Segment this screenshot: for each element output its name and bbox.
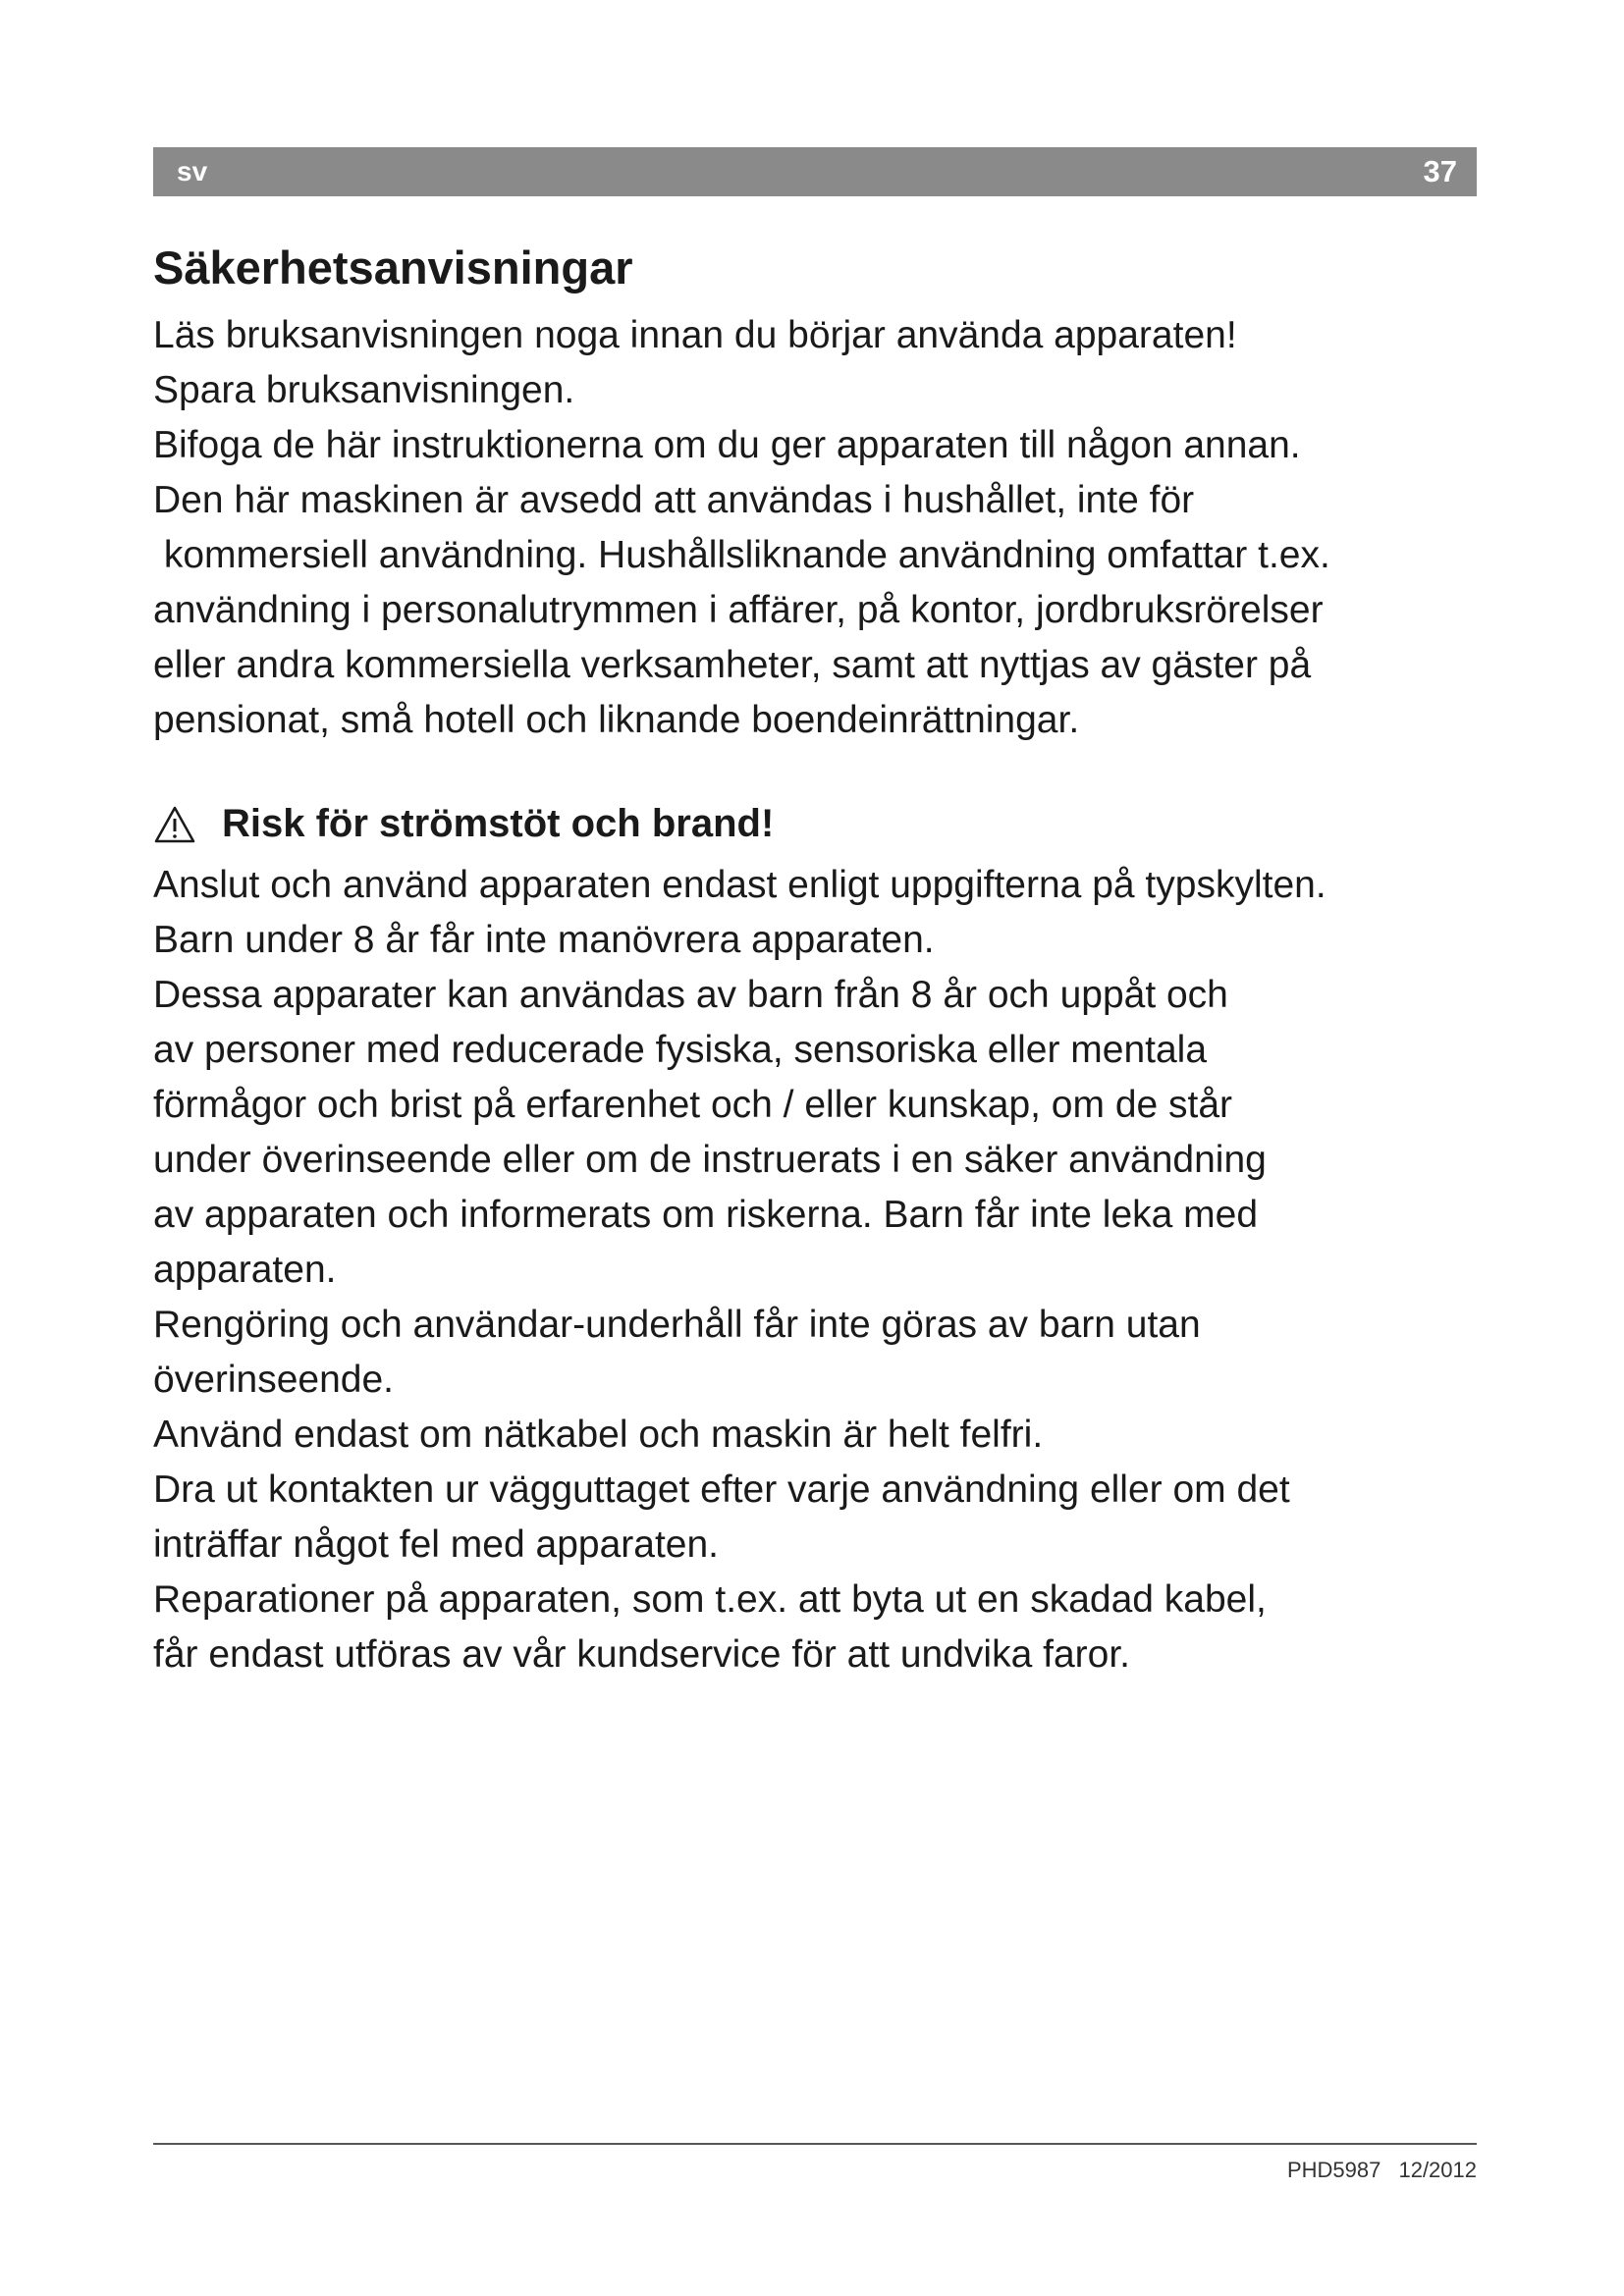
intro-line: pensionat, små hotell och liknande boendeinrättningar.	[153, 699, 1080, 741]
intro-line: Den här maskinen är avsedd att användas i hushållet, inte för	[153, 479, 1195, 521]
print-date: 12/2012	[1398, 2158, 1477, 2182]
intro-line: Läs bruksanvisningen noga innan du börjar använda apparaten!	[153, 314, 1237, 356]
footer-divider	[153, 2143, 1477, 2145]
warning-line: Reparationer på apparaten, som t.ex. att byta ut en skadad kabel,	[153, 1578, 1267, 1621]
intro-line: Spara bruksanvisningen.	[153, 369, 575, 411]
language-code: sv	[177, 156, 208, 187]
warning-line: apparaten.	[153, 1249, 337, 1291]
intro-line: användning i personalutrymmen i affärer, på kontor, jordbruksrörelser	[153, 589, 1324, 631]
warning-triangle-icon	[153, 805, 196, 844]
warning-line: Dra ut kontakten ur vägguttaget efter varje användning eller om det	[153, 1468, 1290, 1511]
warning-line: inträffar något fel med apparaten.	[153, 1523, 719, 1566]
warning-line: av apparaten och informerats om riskerna. Barn får inte leka med	[153, 1194, 1259, 1236]
intro-section	[153, 308, 1508, 748]
model-number: PHD5987	[1286, 2158, 1381, 2182]
intro-line: eller andra kommersiella verksamheter, samt att nyttjas av gäster på	[153, 644, 1312, 686]
warning-line: av personer med reducerade fysiska, sensoriska eller mentala	[153, 1029, 1208, 1071]
warning-line: Rengöring och användar-underhåll får inte göras av barn utan	[153, 1304, 1201, 1346]
warning-line: får endast utföras av vår kundservice för att undvika faror.	[153, 1633, 1130, 1676]
header-bar	[153, 147, 1477, 196]
warning-heading-text: Risk för strömstöt och brand!	[222, 802, 775, 845]
page-title: Säkerhetsanvisningar	[153, 241, 633, 294]
warning-line: Barn under 8 år får inte manövrera apparaten.	[153, 919, 935, 961]
warning-line: Dessa apparater kan användas av barn från 8 år och uppåt och	[153, 974, 1228, 1016]
warning-section	[153, 858, 1508, 1682]
warning-line: överinseende.	[153, 1359, 395, 1401]
warning-line: förmågor och brist på erfarenhet och / eller kunskap, om de står	[153, 1084, 1233, 1126]
warning-line: Använd endast om nätkabel och maskin är helt felfri.	[153, 1414, 1044, 1456]
intro-line: kommersiell användning. Hushållsliknande användning omfattar t.ex.	[153, 534, 1330, 576]
warning-line: under överinseende eller om de instruerats i en säker användning	[153, 1139, 1267, 1181]
warning-line: Anslut och använd apparaten endast enligt uppgifterna på typskylten.	[153, 864, 1326, 906]
intro-line: Bifoga de här instruktionerna om du ger apparaten till någon annan.	[153, 424, 1301, 466]
page-number: 37	[1423, 154, 1457, 188]
footer	[1287, 2158, 1477, 2183]
warning-heading	[153, 802, 774, 846]
